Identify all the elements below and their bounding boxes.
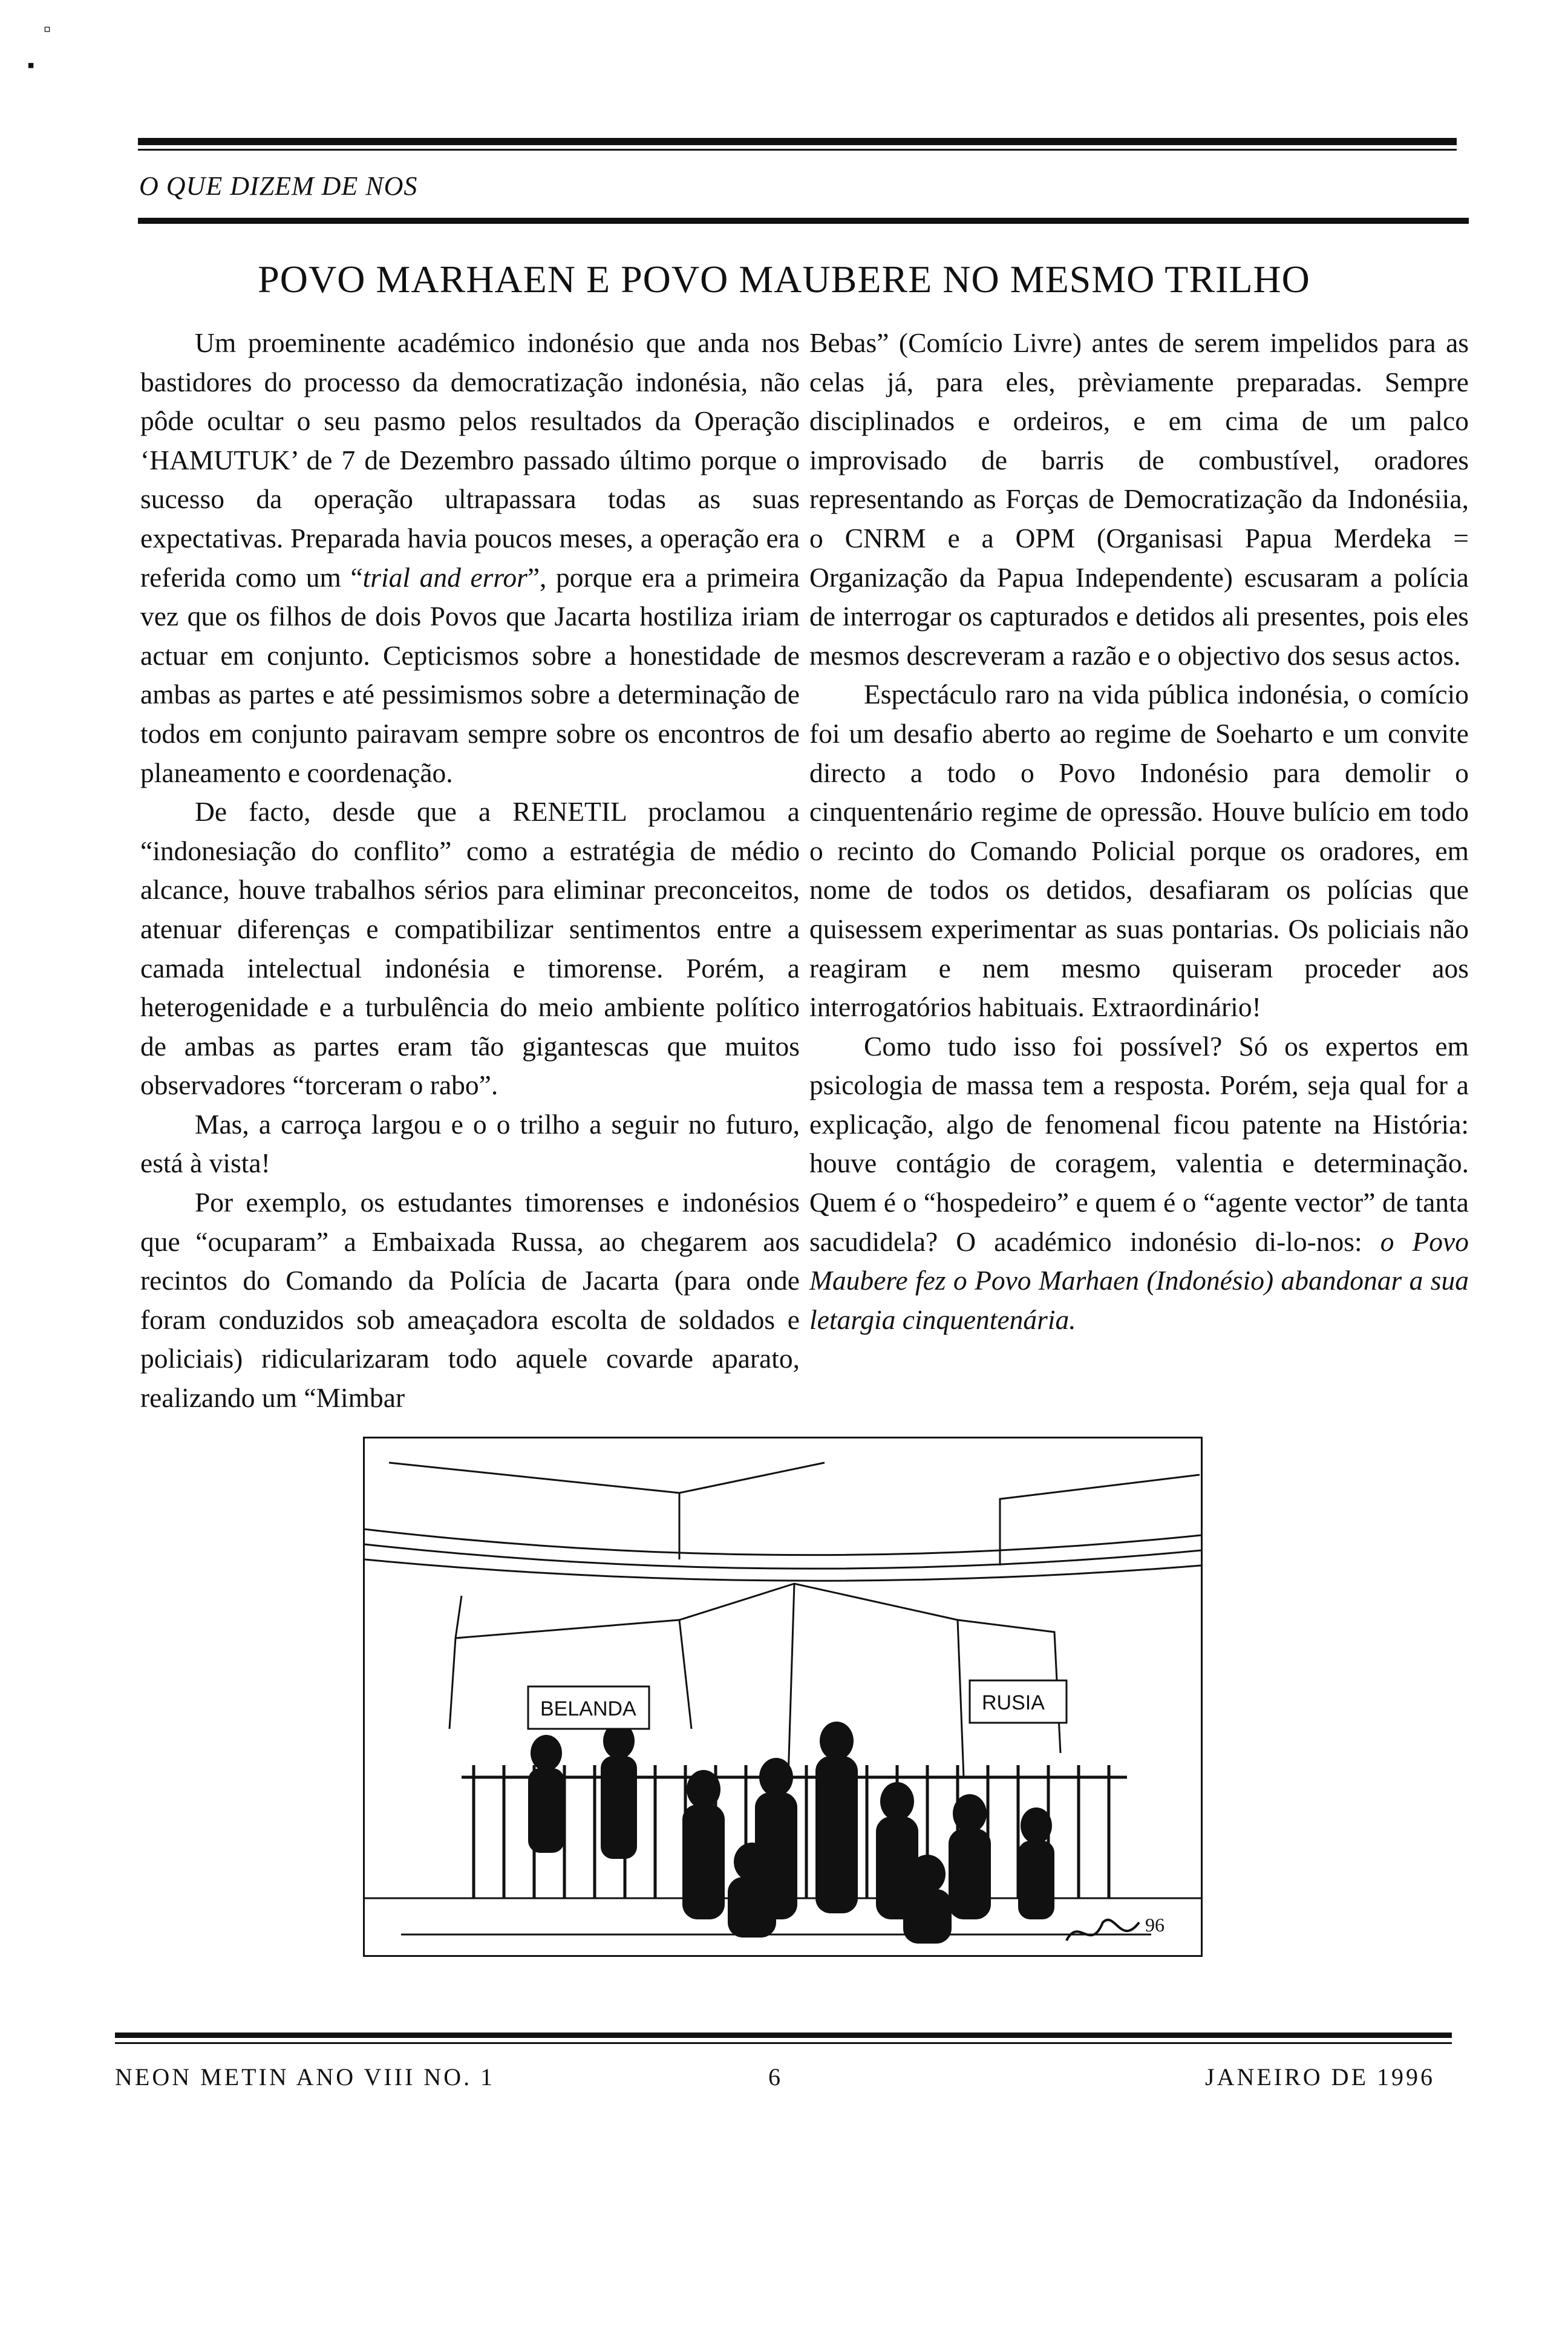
footer-publication: NEON METIN ANO VIII NO. 1 [115,2063,495,2091]
article-column-left [140,324,800,1418]
article-title: POVO MARHAEN E POVO MAUBERE NO MESMO TRILHO [258,258,1310,301]
cartoon-illustration [363,1437,1203,1957]
article-paragraph: Como tudo isso foi possível? Só os expertos em psicologia de massa tem a resposta. Porém, seja qual for a explicação, algo de fenomenal ficou patente na História: houve contágio de coragem, valentia e determinação. Quem é o “hospedeiro” e quem é o “agente vector” de tanta sacudidela? O académico indonésio di-lo-nos: o Povo Maubere fez o Povo Marhaen (Indonésio) abandonar a sua letargia cinquentenária. [809,1030,1469,1335]
sign-rusia-label: RUSIA [982,1691,1045,1714]
article-paragraph: Espectáculo raro na vida pública indonésia, o comício foi um desafio aberto ao regime de Soeharto e um convite directo a todo o Povo Indonésio para demolir o cinquentenário regime de opressão. Houve bulício em todo o recinto do Comando Policial porque os oradores, em nome de todos os detidos, desafiaram os polícias que quisessem experimentar as suas pontarias. Os policiais não reagiram e nem mesmo quiseram proceder aos interrogatórios habituais. Extraordinário! [809,679,1469,1023]
footer-page-number: 6 [768,2063,783,2091]
article-paragraph: Bebas” (Comício Livre) antes de serem impelidos para as celas já, para eles, prèviamente preparadas. Sempre disciplinados e ordeiros, e em cima de um palco improvisado de barris de combustível, oradores representando as Forças de Democratização da Indonésiia, o CNRM e a OPM (Organisasi Papua Merdeka = Organização da Papua Independente) escusaram a polícia de interrogar os capturados e detidos ali presentes, pois eles mesmos descreveram a razão e o objectivo dos sesus actos. [809,327,1469,671]
footer-rule [115,2032,1452,2038]
article-column-right [809,324,1469,1339]
header-rule-top-thin [138,149,1457,151]
article-paragraph: Um proeminente académico indonésio que anda nos bastidores do processo da democratização indonésia, não pôde ocultar o seu pasmo pelos resultados da Operação ‘HAMUTUK’ de 7 de Dezembro passado último porque o sucesso da operação ultrapassara todas as suas expectativas. Preparada havia poucos meses, a operação era referida como um “trial and error”, porque era a primeira vez que os filhos de dois Povos que Jacarta hostiliza iriam actuar em conjunto. Cepticismos sobre a honestidade de ambas as partes e até pessimismos sobre a determinação de todos em conjunto pairavam sempre sobre os encontros de planeamento e coordenação. [140,327,800,788]
header-rule-bottom [138,218,1469,224]
section-label: O QUE DIZEM DE NOS [139,171,418,201]
scan-speck: ▫ [44,18,51,41]
header-rule-top [138,138,1457,145]
footer-rule-thin [115,2042,1452,2044]
article-paragraph: Por exemplo, os estudantes timorenses e indonésios que “ocuparam” a Embaixada Russa, ao chegarem aos recintos do Comando da Polícia de Jacarta (para onde foram conduzidos sob ameaçadora escolta de soldados e policiais) ridicularizaram todo aquele covarde aparato, realizando um “Mimbar [140,1187,800,1414]
scan-speck: ▪ [27,54,35,77]
signature-year: 96 [1145,1914,1165,1936]
article-paragraph: Mas, a carroça largou e o o trilho a seguir no futuro, está à vista! [140,1108,800,1179]
cartoon-drawing [365,1438,1201,1955]
sign-belanda-label: BELANDA [540,1697,636,1720]
article-paragraph: De facto, desde que a RENETIL proclamou a “indonesiação do conflito” como a estratégia de médio alcance, houve trabalhos sérios para eliminar preconceitos, atenuar diferenças e compatibilizar sentimentos entre a camada intelectual indonésia e timorense. Porém, a heterogenidade e a turbulência do meio ambiente político de ambas as partes eram tão gigantescas que muitos observadores “torceram o rabo”. [140,796,800,1101]
footer-date: JANEIRO DE 1996 [1205,2063,1435,2091]
artist-signature-icon [1067,1920,1139,1941]
